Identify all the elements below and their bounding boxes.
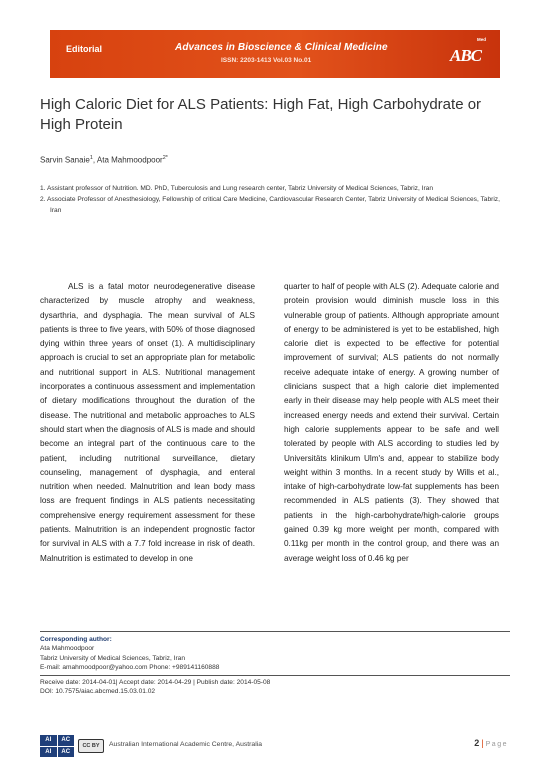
body-column-right — [284, 280, 499, 566]
page-word: Page — [485, 741, 508, 748]
author-name: Ata Mahmoodpoor — [96, 155, 163, 165]
body-column-left — [40, 280, 255, 566]
page-number: 2 — [474, 738, 480, 748]
section-label: Editorial — [66, 44, 103, 54]
journal-logo — [450, 37, 486, 71]
aiac-logo — [40, 735, 74, 757]
logo-text: ABC — [450, 46, 482, 65]
journal-header-banner — [50, 30, 500, 78]
body-paragraph: quarter to half of people with ALS (2). Adequate calorie and protein provision would diminish muscle loss in this vulnerable group of patients. Although appropriate amount of energy to be administered is yet to be established, high calorie diet is expected to be effective for potential improvement of survival; ALS patients do not normally receive adequate intake of energy. A growing number of clinicians suspect that a high calorie diet implemented early in their disease may help people with ALS meet their increased energy needs and extend their survival. Certain high calorie supplements appear to be safe and well tolerated by people with ALS according to studies led by Universitäts klinikum Ulm's and, appear to stabilize body weight within 3 months. In a recent study by Wills et al., intake of high-carbohydrate low-fat supplements has been recommended in ALS patients (3). They showed that patients in the high-carbohydrate/high-calorie groups gained 0.39 kg more weight per month, compared with 0.11kg per month in the control group, and there was an average weight loss of 0.46 kg per — [284, 282, 499, 563]
aiac-logo-cell: AC — [58, 735, 75, 746]
aiac-logo-cell: AI — [40, 747, 57, 758]
page-separator: | — [481, 738, 484, 748]
corresponding-author-contact[interactable]: E-mail: amahmoodpoor@yahoo.com Phone: +989141160888 — [40, 664, 220, 672]
journal-title[interactable]: Advances in Bioscience & Clinical Medicine — [175, 42, 388, 53]
publication-dates: Receive date: 2014-04-01| Accept date: 2014-04-29 | Publish date: 2014-05-08 — [40, 675, 510, 687]
author-list — [40, 155, 168, 165]
doi[interactable]: DOI: 10.7575/aiac.abcmed.15.03.01.02 — [40, 688, 156, 696]
creative-commons-badge[interactable]: CC BY — [78, 739, 104, 753]
author-name: Sarvin Sanaie — [40, 155, 90, 165]
author-affiliation-mark: 1 — [89, 155, 93, 161]
corresponding-author-name: Ata Mahmoodpoor — [40, 645, 95, 653]
issn-volume: ISSN: 2203-1413 Vol.03 No.01 — [221, 57, 312, 64]
author-separator: , — [92, 155, 97, 165]
affiliation-item: 1. Assistant professor of Nutrition. MD. PhD, Tuberculosis and Lung research center, Tabriz University of Medical Sciences, Tabriz, Iran — [40, 185, 433, 192]
corresponding-author-institution: Tabriz University of Medical Sciences, Tabriz, Iran — [40, 654, 185, 662]
body-paragraph: ALS is a fatal motor neurodegenerative disease characterized by muscle atrophy and weakness, dysarthria, and dysphagia. The mean survival of ALS patients is three to five years, with 50% of those diagnosed dying within three years of onset (1). A multidisciplinary approach is crucial to set an appropriate plan for metabolic and nutritional support in ALS. Nutritional management incorporates a continuous assessment and implementation of dietary modifications throughout the duration of the disease. The nutritional and metabolic approaches to ALS should start when the diagnosis of ALS is made and should become an integral part of the continuous care to the patient, including nutritional surveillance, dietary counseling, management of dysphagia, and enteral nutrition when needed. Malnutrition and lean body mass loss are frequent findings in ALS patients necessitating comprehensive energy requirement assessment for these patients. Malnutrition is an independent prognostic factor for survival in ALS with a 7.7 fold increase in risk of death. Malnutrition is estimated to develop in one — [40, 282, 255, 563]
aiac-logo-cell: AC — [58, 747, 75, 758]
page-indicator — [474, 738, 508, 748]
affiliations — [40, 183, 510, 216]
aiac-logo-cell: AI — [40, 735, 57, 746]
page-bottom-bar — [40, 735, 510, 759]
corresponding-author-label: Corresponding author: — [40, 636, 112, 643]
affiliation-item: 2. Associate Professor of Anesthesiology, Fellowship of critical Care Medicine, Cardiovascular Research Center, Tabriz University of Medical Sciences, Tabriz, Iran — [40, 196, 500, 214]
publisher-organization: Australian International Academic Centre, Australia — [109, 741, 263, 748]
correspondence-footer — [40, 631, 510, 696]
logo-sup-text: Med — [477, 37, 486, 42]
article-title: High Caloric Diet for ALS Patients: High Fat, High Carbohydrate or High Protein — [40, 96, 482, 133]
author-affiliation-mark: 2* — [162, 155, 168, 161]
